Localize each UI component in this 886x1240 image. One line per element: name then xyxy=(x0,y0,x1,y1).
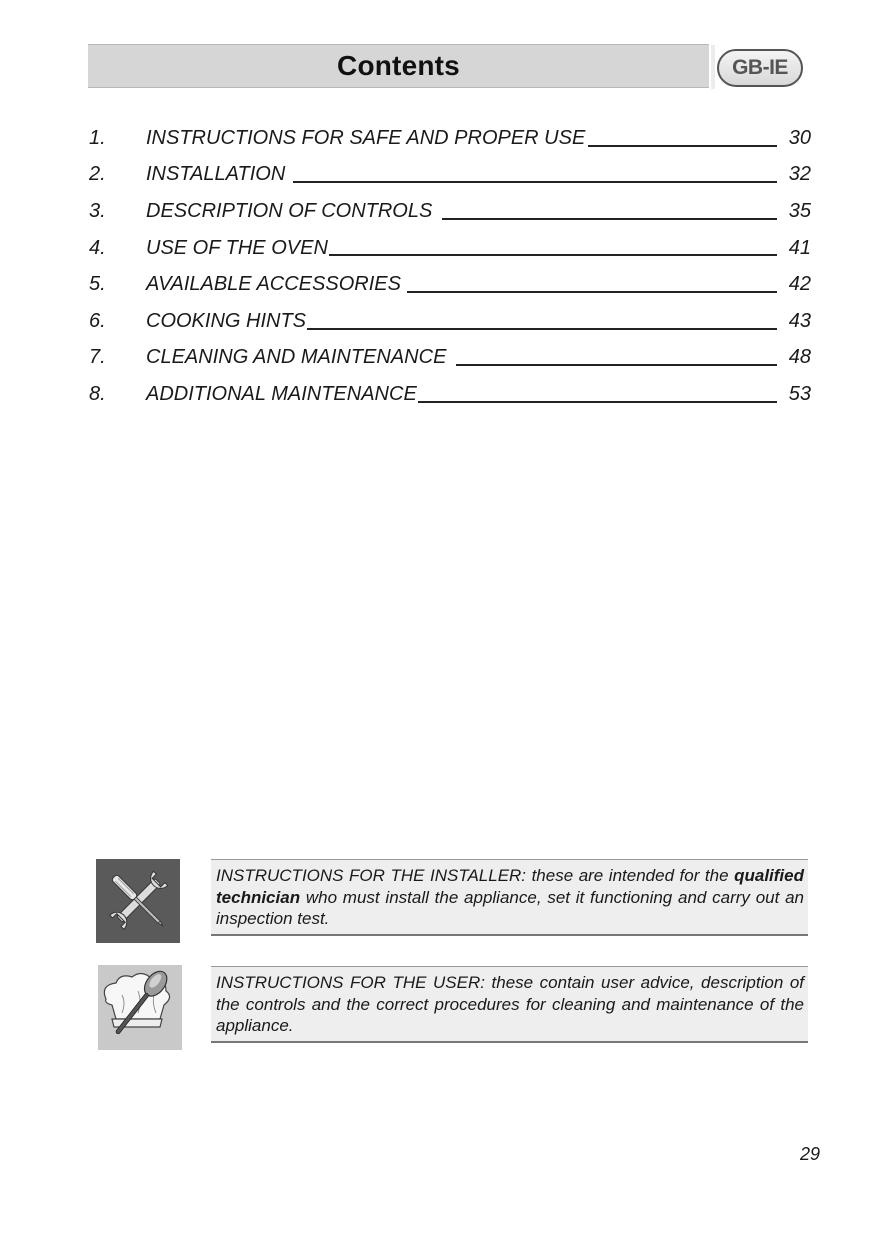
installer-notice-rest: who must install the appliance, set it functioning and carry out an inspection test. xyxy=(216,887,804,928)
toc-leader-line xyxy=(442,218,777,220)
user-notice-text: INSTRUCTIONS FOR THE USER: these contain user advice, description of the controls and the correct procedures for cleaning and maintenance of the appliance. xyxy=(216,973,804,1035)
toc-leader-line xyxy=(418,401,777,403)
toc-number: 8. xyxy=(89,382,106,405)
toc-number: 3. xyxy=(89,199,106,222)
toc-number: 5. xyxy=(89,273,106,296)
toc-entry[interactable] xyxy=(89,340,811,377)
toc-number: 7. xyxy=(89,346,106,369)
page-title: Contents xyxy=(337,50,460,81)
toc-entry[interactable] xyxy=(89,230,811,267)
table-of-contents xyxy=(89,120,811,413)
toc-page-number: 43 xyxy=(788,309,811,332)
toc-page-number: 42 xyxy=(788,273,811,296)
toc-leader-line xyxy=(329,254,777,256)
toc-title: INSTRUCTIONS FOR SAFE AND PROPER USE xyxy=(146,126,586,149)
toc-leader-line xyxy=(307,328,777,330)
toc-page-number: 30 xyxy=(788,126,811,149)
toc-page-number: 53 xyxy=(788,382,811,405)
toc-title: ADDITIONAL MAINTENANCE xyxy=(146,382,417,405)
spoon-chef-hat-icon xyxy=(98,965,182,1050)
toc-number: 4. xyxy=(89,236,106,259)
toc-title: USE OF THE OVEN xyxy=(146,236,328,259)
installer-notice-emphasis: qualified technician xyxy=(216,866,804,907)
toc-leader-line xyxy=(407,291,777,293)
toc-page-number: 41 xyxy=(788,236,811,259)
installer-notice xyxy=(211,859,808,936)
toc-entry[interactable] xyxy=(89,120,811,157)
toc-title: DESCRIPTION OF CONTROLS xyxy=(146,199,433,222)
toc-entry[interactable] xyxy=(89,303,811,340)
toc-number: 1. xyxy=(89,126,106,149)
toc-title: AVAILABLE ACCESSORIES xyxy=(146,273,401,296)
installer-notice-lead: INSTRUCTIONS FOR THE INSTALLER: these are intended for the xyxy=(216,866,735,885)
toc-title: COOKING HINTS xyxy=(146,309,307,332)
toc-leader-line xyxy=(456,364,777,366)
toc-entry[interactable] xyxy=(89,193,811,230)
toc-title: CLEANING AND MAINTENANCE xyxy=(146,346,447,369)
toc-entry[interactable] xyxy=(89,376,811,413)
toc-title: INSTALLATION xyxy=(146,163,286,186)
wrench-screwdriver-icon xyxy=(96,859,180,943)
language-badge-label: GB-IE xyxy=(732,56,788,79)
toc-entry[interactable] xyxy=(89,157,811,194)
toc-leader-line xyxy=(588,145,777,147)
toc-number: 2. xyxy=(89,163,106,186)
language-badge xyxy=(717,49,803,87)
toc-leader-line xyxy=(293,181,777,183)
page-number: 29 xyxy=(799,1144,820,1164)
toc-page-number: 32 xyxy=(788,163,811,186)
user-notice xyxy=(211,966,808,1043)
title-bar-edge xyxy=(711,45,715,89)
toc-entry[interactable] xyxy=(89,266,811,303)
title-bar xyxy=(88,44,709,88)
toc-page-number: 48 xyxy=(788,346,811,369)
toc-page-number: 35 xyxy=(788,199,811,222)
toc-number: 6. xyxy=(89,309,106,332)
